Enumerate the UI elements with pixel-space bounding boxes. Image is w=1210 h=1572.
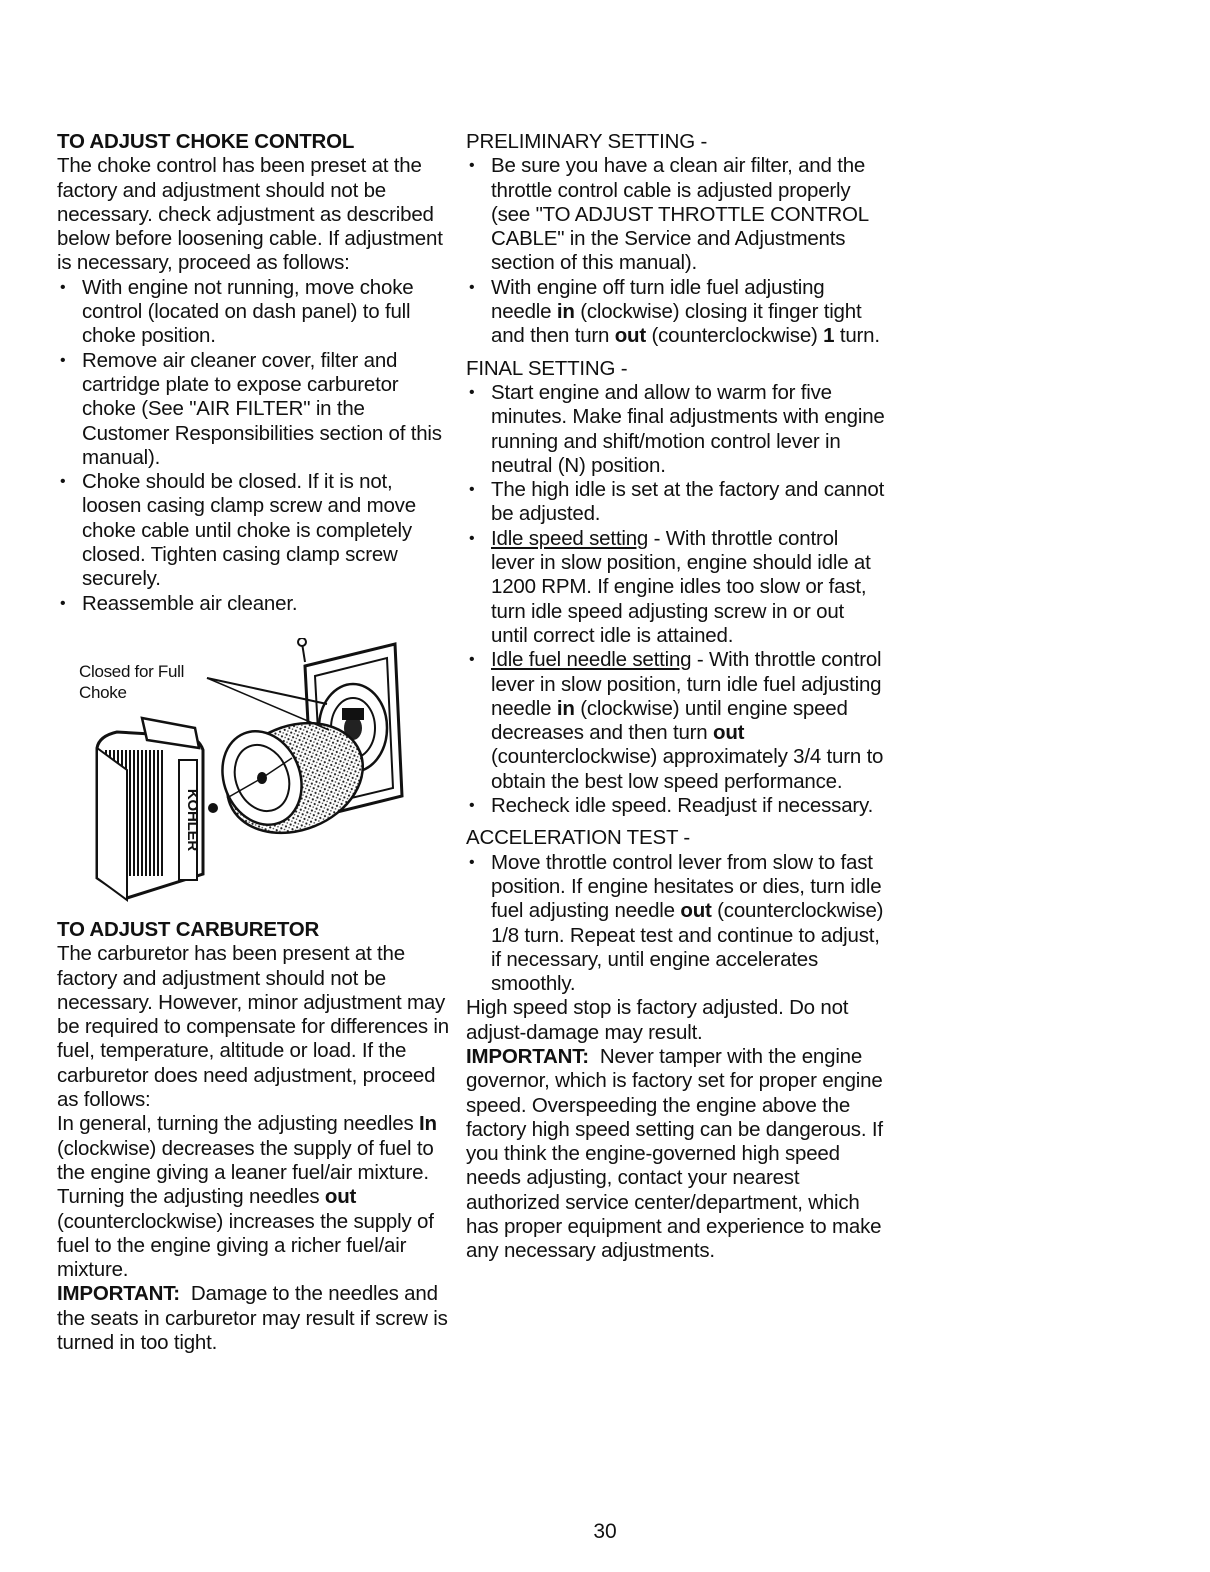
carburetor-heading: TO ADJUST CARBURETOR [57, 917, 320, 941]
choke-illustration [57, 638, 449, 910]
carburetor-intro: The carburetor has been present at the factory and adjustment should not be necessary. However, minor adjustment may be required to compensate for differences in fuel, temperature, altitude or load. If the carburetor does need adjustment, proceed as follows: [57, 942, 449, 1112]
acceleration-steps-list [466, 851, 886, 997]
general-paragraph: In general, turning the adjusting needles In (clockwise) decreases the supply of fuel to the engine giving a leaner fuel/air mixture. Turning the adjusting needles out (counterclockwise) increases the supply of fuel to the engine giving a richer fuel/air mixture. [57, 1112, 437, 1282]
choke-heading: TO ADJUST CHOKE CONTROL [57, 130, 355, 153]
left-column [57, 130, 449, 1355]
right-column [466, 130, 886, 1264]
choke-intro: The choke control has been preset at the factory and adjustment should not be necessary. check adjustment as described below before loosening cable. If adjustment is necessary, proceed as follows: [57, 154, 443, 275]
figure-label-line-2: Choke [79, 682, 127, 702]
final-steps-list [466, 381, 886, 818]
acceleration-test-heading: ACCELERATION TEST - [466, 826, 691, 850]
page-number: 30 [593, 1520, 617, 1543]
final-step-2: • The high idle is set at the factory and cannot be adjusted. [466, 478, 886, 527]
important-note-right: IMPORTANT: Never tamper with the engine governor, which is factory set for proper engine speed. Overspeeding the engine above the factory high speed setting can be dangerous. If you think the engine-governed high speed needs adjusting, contact your nearest authorized service center/department, which has proper equipment and experience to make any necessary adjustments. [466, 1044, 883, 1263]
choke-step-3: • Choke should be closed. If it is not, loosen casing clamp screw and move choke cable until choke is completely closed. Tighten casing clamp screw securely. [57, 470, 449, 591]
high-speed-note: High speed stop is factory adjusted. Do not adjust-damage may result. [466, 996, 849, 1044]
final-step-3: • Idle speed setting - With throttle control lever in slow position, engine should idle at 1200 RPM. If engine idles too slow or fast, turn idle speed adjusting screw in or out until correct idle is attained. [466, 527, 886, 648]
acceleration-step-1: • Move throttle control lever from slow to fast position. If engine hesitates or dies, turn idle fuel adjusting needle out (counterclockwise) 1/8 turn. Repeat test and continue to adjust, if necessary, until engine accelerates smoothly. [466, 851, 886, 997]
final-step-5: • Recheck idle speed. Readjust if necessary. [466, 794, 886, 818]
preliminary-step-2: • With engine off turn idle fuel adjusting needle in (clockwise) closing it finger tight and then turn out (counterclockwise) 1 turn. [466, 276, 886, 349]
preliminary-step-1: • Be sure you have a clean air filter, and the throttle control cable is adjusted properly (see "TO ADJUST THROTTLE CONTROL CABLE" in the Service and Adjustments section of this manual). [466, 154, 886, 275]
choke-step-2: • Remove air cleaner cover, filter and cartridge plate to expose carburetor choke (See "AIR FILTER" in the Customer Responsibilities section of this manual). [57, 349, 449, 470]
figure-callout-label [79, 661, 184, 703]
final-step-1: • Start engine and allow to warm for five minutes. Make final adjustments with engine running and shift/motion control lever in neutral (N) position. [466, 381, 886, 478]
preliminary-setting-heading: PRELIMINARY SETTING - [466, 130, 708, 153]
figure-label-line-1: Closed for Full [79, 661, 185, 681]
final-setting-heading: FINAL SETTING - [466, 356, 628, 380]
air-cleaner-cover [97, 718, 203, 900]
figure-brand-text: KOHLER [184, 788, 201, 852]
preliminary-steps-list [466, 154, 886, 348]
choke-step-4: • Reassemble air cleaner. [57, 592, 449, 616]
final-step-4: • Idle fuel needle setting - With throttle control lever in slow position, turn idle fuel adjusting needle in (clockwise) until engine speed decreases and then turn out (counterclockwise) approximately 3/4 turn to obtain the best low speed performance. [466, 648, 886, 794]
choke-steps-list [57, 276, 449, 616]
important-note-left: IMPORTANT: Damage to the needles and the seats in carburetor may result if screw is turned in too tight. [57, 1282, 448, 1354]
choke-step-1: • With engine not running, move choke control (located on dash panel) to full choke position. [57, 276, 449, 349]
